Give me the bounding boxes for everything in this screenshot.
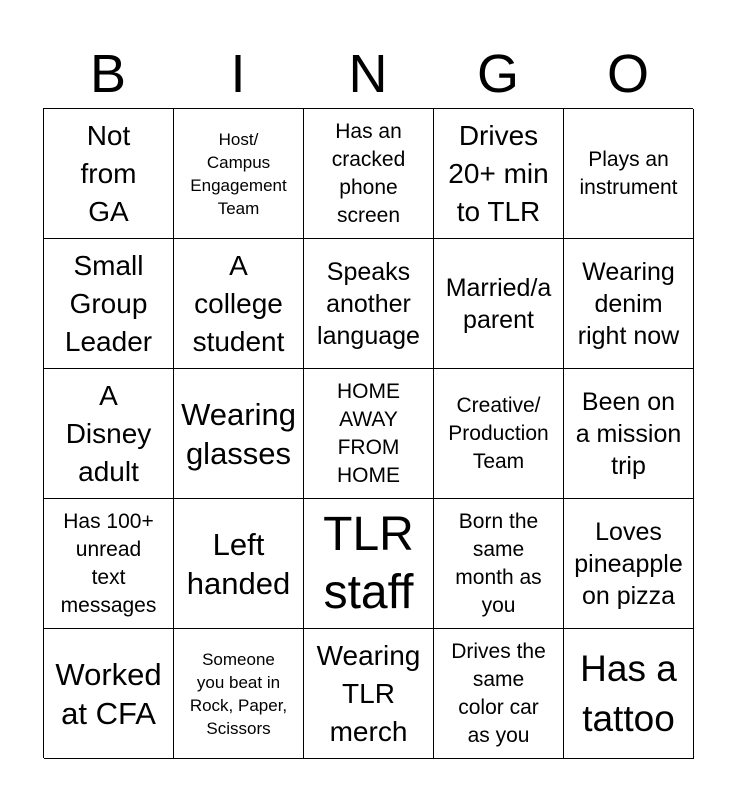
cell-label: HOME AWAY FROM HOME [337, 379, 400, 487]
bingo-cell-r2-c1[interactable] [44, 239, 174, 369]
header-letter-g: G [476, 44, 519, 104]
header-letter-n: N [348, 44, 388, 104]
bingo-cell-r2-c2[interactable] [174, 239, 304, 369]
cell-label: Not from GA [80, 119, 137, 227]
cell-label: Loves pineapple on pizza [574, 517, 683, 610]
bingo-cell-r5-c1[interactable] [44, 629, 174, 759]
bingo-cell-r3-c5[interactable] [564, 369, 694, 499]
cell-label: Been on a mission trip [575, 387, 682, 480]
bingo-header [43, 40, 693, 108]
bingo-cell-r1-c4[interactable] [434, 109, 564, 239]
cell-label: Host/ Campus Engagement Team [190, 129, 287, 218]
header-letter-i: I [230, 44, 246, 104]
bingo-cell-r1-c5[interactable] [564, 109, 694, 239]
bingo-cell-r2-c3[interactable] [304, 239, 434, 369]
cell-label: Wearing glasses [181, 396, 296, 471]
cell-label: Born the same month as you [455, 509, 542, 617]
cell-label: Left handed [186, 526, 291, 601]
bingo-cell-r3-c3-free-space[interactable] [304, 369, 434, 499]
bingo-cell-r4-c4[interactable] [434, 499, 564, 629]
cell-label: Worked at CFA [55, 656, 162, 731]
header-letter-o: O [606, 44, 649, 104]
bingo-cell-r4-c2[interactable] [174, 499, 304, 629]
bingo-cell-r5-c3[interactable] [304, 629, 434, 759]
bingo-cell-r4-c3[interactable] [304, 499, 434, 629]
cell-label: Wearing denim right now [577, 257, 680, 350]
cell-label: Small Group Leader [64, 249, 153, 357]
cell-label: A college student [192, 249, 285, 357]
cell-label: Speaks another language [317, 257, 420, 350]
bingo-cell-r3-c1[interactable] [44, 369, 174, 499]
bingo-cell-r4-c1[interactable] [44, 499, 174, 629]
cell-label: Wearing TLR merch [316, 639, 421, 747]
cell-label: TLR staff [323, 507, 414, 619]
header-letter-b: B [89, 44, 127, 104]
cell-label: A Disney adult [65, 379, 152, 487]
bingo-cell-r5-c5[interactable] [564, 629, 694, 759]
cell-label: Plays an instrument [579, 147, 678, 199]
cell-label: Creative/ Production Team [448, 393, 549, 473]
bingo-cell-r2-c5[interactable] [564, 239, 694, 369]
bingo-cell-r1-c1[interactable] [44, 109, 174, 239]
cell-label: Drives the same color car as you [451, 639, 546, 747]
bingo-cell-r5-c2[interactable] [174, 629, 304, 759]
cell-label: Someone you beat in Rock, Paper, Scissors [189, 649, 288, 738]
bingo-cell-r5-c4[interactable] [434, 629, 564, 759]
bingo-board [43, 108, 693, 758]
bingo-cell-r4-c5[interactable] [564, 499, 694, 629]
cell-label: Has 100+ unread text messages [60, 509, 157, 617]
cell-label: Married/a parent [445, 273, 552, 334]
bingo-cell-r2-c4[interactable] [434, 239, 564, 369]
bingo-cell-r3-c2[interactable] [174, 369, 304, 499]
cell-label: Drives 20+ min to TLR [448, 119, 549, 227]
cell-label: Has a tattoo [580, 647, 677, 739]
bingo-cell-r1-c3[interactable] [304, 109, 434, 239]
cell-label: Has an cracked phone screen [331, 119, 406, 227]
bingo-cell-r1-c2[interactable] [174, 109, 304, 239]
bingo-cell-r3-c4[interactable] [434, 369, 564, 499]
